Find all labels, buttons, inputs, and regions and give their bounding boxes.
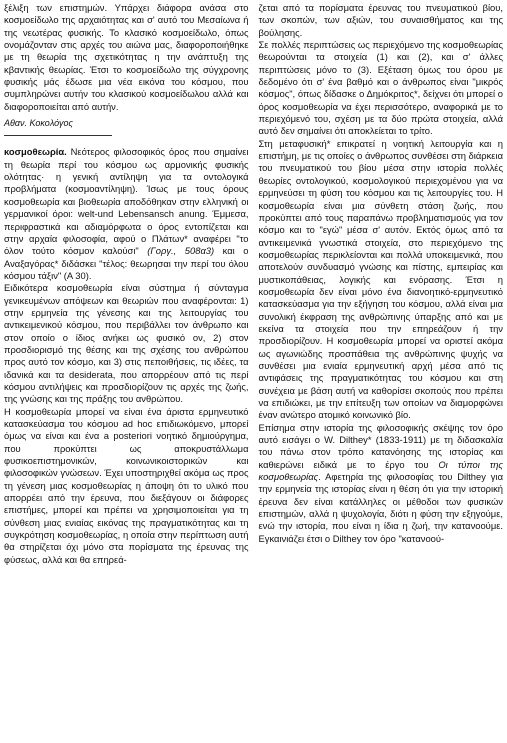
paragraph-metaphysics: Στη μεταφυσική* επικρατεί η νοητική λειτουργία και η επιστήμη, με τις οποίες ο άνθρωπος συνθέσει στη διάρκεια του πνευματικού του βίου μέσα στην ιστορία πολλές θεωρίες οντολογικού, κοσμολογικού περιεχομένου για να ερμηνεύσει τη φύση του κόσμου και τις λειτουργίες του. Η κοσμοθεωρία είναι μια σύνθετη στάση ζωής, που προκύπτει από τους παραπάνω προβληματισμούς για τον κόσμο και το "εγώ" μέσα σ' αυτόν. Εκτός όμως από τα αντικειμενικά γνωστικά στοιχεία, στο περιεχόμενο της κοσμοθεωρίας περικλείονται και πολλά υποκειμενικά, που αποτελούν συνδυασμό γνώσης και πίστης, εμπειρίας και μυστικοπάθειας, λογικής και ενόρασης. Έτσι η κοσμοθεωρία δεν είναι μόνο ένα διανοητικό-ερμηνευτικό κατασκεύασμα για την εξήγηση του κόσμου, αλλά είναι μια συνολική έκφραση της ανθρώπινης ύπαρξης από και με εκείνα τα στοιχεία που την επηρεάζουν ή την προσδιορίζουν. Η κοσμοθεωρία μπορεί να οριστεί ακόμα ως αγωνιώδης προσπάθεια της ανθρώπινης ψυχής να συνθέσει μια ενιαία ερμηνευτική αρχή μέσα από τις αντιφάσεις της πραγματικότητας του κόσμου και στη συνέχεια με βάση αυτή να καθορίσει σκοπούς που πρέπει να επιδιώκει, με την επίτευξη των οποίων να διαμορφώνει έναν ανώτερο ατομικό κοινωνικό βίο.: [258, 137, 503, 421]
dilthey-text-1: Επίσημα στην ιστορία της φιλοσοφικής σκέψης τον όρο αυτό εισάγει ο W. Dilthey* (1833-1911) με τη διδασκαλία του πάνω στον τρόπο κατανόησης της ιστορίας και καθιερώνει ειδικά με το έργο του: [258, 421, 503, 470]
paragraph-cosmoeidolo-end: ξέλιξη των επιστημών. Υπάρχει διάφορα ανάσα στο κοσμοείδωλο της αρχαιότητας και σ' αυτό του Μεσαίωνα ή της νεωτέρας φυσικής. Το κλασικό κοσμοείδωλο, όπως ονομάζονταν στις αρχές του αιώνα μας, διαφοροποιήθηκε με τη θεωρία της σχετικότητας η την ανάπτυξη της κβαντικής θεωρίας. Έτσι το κοσμοείδωλο της σύγχρονης φυσικής μάς έδωσε μια νέα εικόνα του κόσμου, που συμπληρώνει αυτήν του κλασικού κοσμοείδωλου αλλά και διαφοροποιείται από αυτήν.: [4, 2, 249, 112]
right-column: [259, 2, 504, 743]
paragraph-dilthey: [259, 422, 504, 545]
book-title: Οι τύποι της κοσμοθεωρίας: [258, 458, 503, 483]
paragraph-construct: Η κοσμοθεωρία μπορεί να είναι ένα άριστα ερμηνευτικό κατασκεύασμα του κόσμου ad hoc επιδιωκόμενο, μπορεί όμως να είναι και ένα a posteriori νοητικό δημιούργημα, που προκύπτει ως αποκρυστάλλωμα φυσικοεπιστημονικών, κοινωνικοιστορικών και φιλοσοφικών γνώσεων. Έχει υποστηριχθεί ακόμα ως προς τη γένεση μιας κοσμοθεωρίας η άποψη ότι το υλικό που απορρέει από την έρευνα, που διεξάγουν οι διάφορες επιστήμες, μπορεί και πρέπει να χρησιμοποιείται για τη σύνθεση μιας ενιαίας εικόνας της πραγματικότητας και τη συγκρότηση κοσμοθεωρίας, η οποία στην περίπτωση αυτή θα στηρίζεται όχι μόνο στα πορίσματα της έρευνας της φύσεως, αλλά και θα επηρεά-: [4, 405, 249, 565]
section-divider: [4, 135, 112, 136]
paragraph-content-elements: Σε πολλές περιπτώσεις ως περιεχόμενο της κοσμοθεωρίας θεωρούνται τα στοιχεία (1) και (2), και σ' άλλες περιπτώσεις μόνο το (3). Εξέταση όμως του όρου με δεδομένο ότι σ' ένα βαθμό και ο άνθρωπος είναι "μικρός κόσμος", όπως δίδασκε ο Δημόκριτος*, δείχνει ότι μπορεί ο όρος κοσμοθεωρία να έχει περισσότερο, αναφορικά με το περιεχόμενό του, σχέση με τα δύο πρώτα στοιχεία, αλλά αυτό δεν σημαίνει ότι αποκλείεται το τρίτο.: [258, 39, 503, 137]
entry-text-1: Νεότερος φιλοσοφικός όρος που σημαίνει τη θεωρία περί του κόσμου ως αρμονικής φυσικής ολότητας· η γενική αντίληψη για τα οντολογικά προβλήματα (κοσμοαντίληψη). Ίσως με τους όρους κοσμοθεωρία και βιοθεωρία αποδόθηκαν στην ελληνική οι γερμανικοί όροι: welt-und Lebensansch anung. Έμμεσα, περιφραστικά και αδιαμόρφωτα ο όρος εντοπίζεται και στην αρχαία φιλοσοφία, αφού ο Πλάτων* αναφέρει "το όλον τούτο κόσμον καλούσι": [4, 146, 249, 257]
paragraph-continuation: ζεται από τα πορίσματα έρευνας του πνευματικού βίου, των σκοπών, των αξιών, του συναισθήματος και της βούλησης.: [258, 2, 503, 38]
author-byline: Αθαν. Κοκολόγος: [4, 118, 73, 129]
entry-kosmotheoria-intro: [4, 146, 249, 282]
citation-gorgias: (Γοργ., 508α3): [138, 245, 215, 257]
entry-headword: κοσμοθεωρία.: [4, 146, 67, 158]
entry-text-2: και ο Αναξαγόρας* διδάσκει "τέλος: θεωρησαι την περί του όλου κόσμου τάξιν" (Α 30).: [4, 245, 249, 281]
dilthey-text-2: . Αφετηρία της φιλοσοφίας του Dilthey για την ερμηνεία της ιστορίας είναι η θέση ότι για την ιστορική έρευνα δεν είναι κατάλληλες οι μέθοδοι των φυσικών επιστημών, αλλά η ψυχολογία, διότι η φύση την εξηγούμε, ενώ την ιστορία, που είναι η ίδια η ζωή, την κατανοούμε. Εγκαινιάζει έτσι ο Dilthey τον όρο "κατανοού-: [258, 471, 503, 544]
paragraph-definition: Ειδικότερα κοσμοθεωρία είναι σύστημα ή σύνταγμα γενικευμένων απόψεων και θεωριών που αναφέρονται: 1) στην ερμηνεία της γένεσης και της λειτουργίας του αντικειμενικού κόσμου, που περιβάλλει τον άνθρωπο και στον οποίο ο ίδιος ανήκει ως φυσικό ον, 2) στον προσδιορισμό της θέσης και της σχέσης του ανθρώπου προς αυτό τον κόσμο, και 3) στις πεποιθήσεις, τις ιδέες, τα ιδανικά και τα desiderata, που απορρέουν από τις περί κόσμου αντιλήψεις και προσδιορίζουν τις αρχές της ζωής, της γνώσης και της πράξης του ανθρώπου.: [4, 282, 249, 405]
left-column: [4, 2, 249, 743]
